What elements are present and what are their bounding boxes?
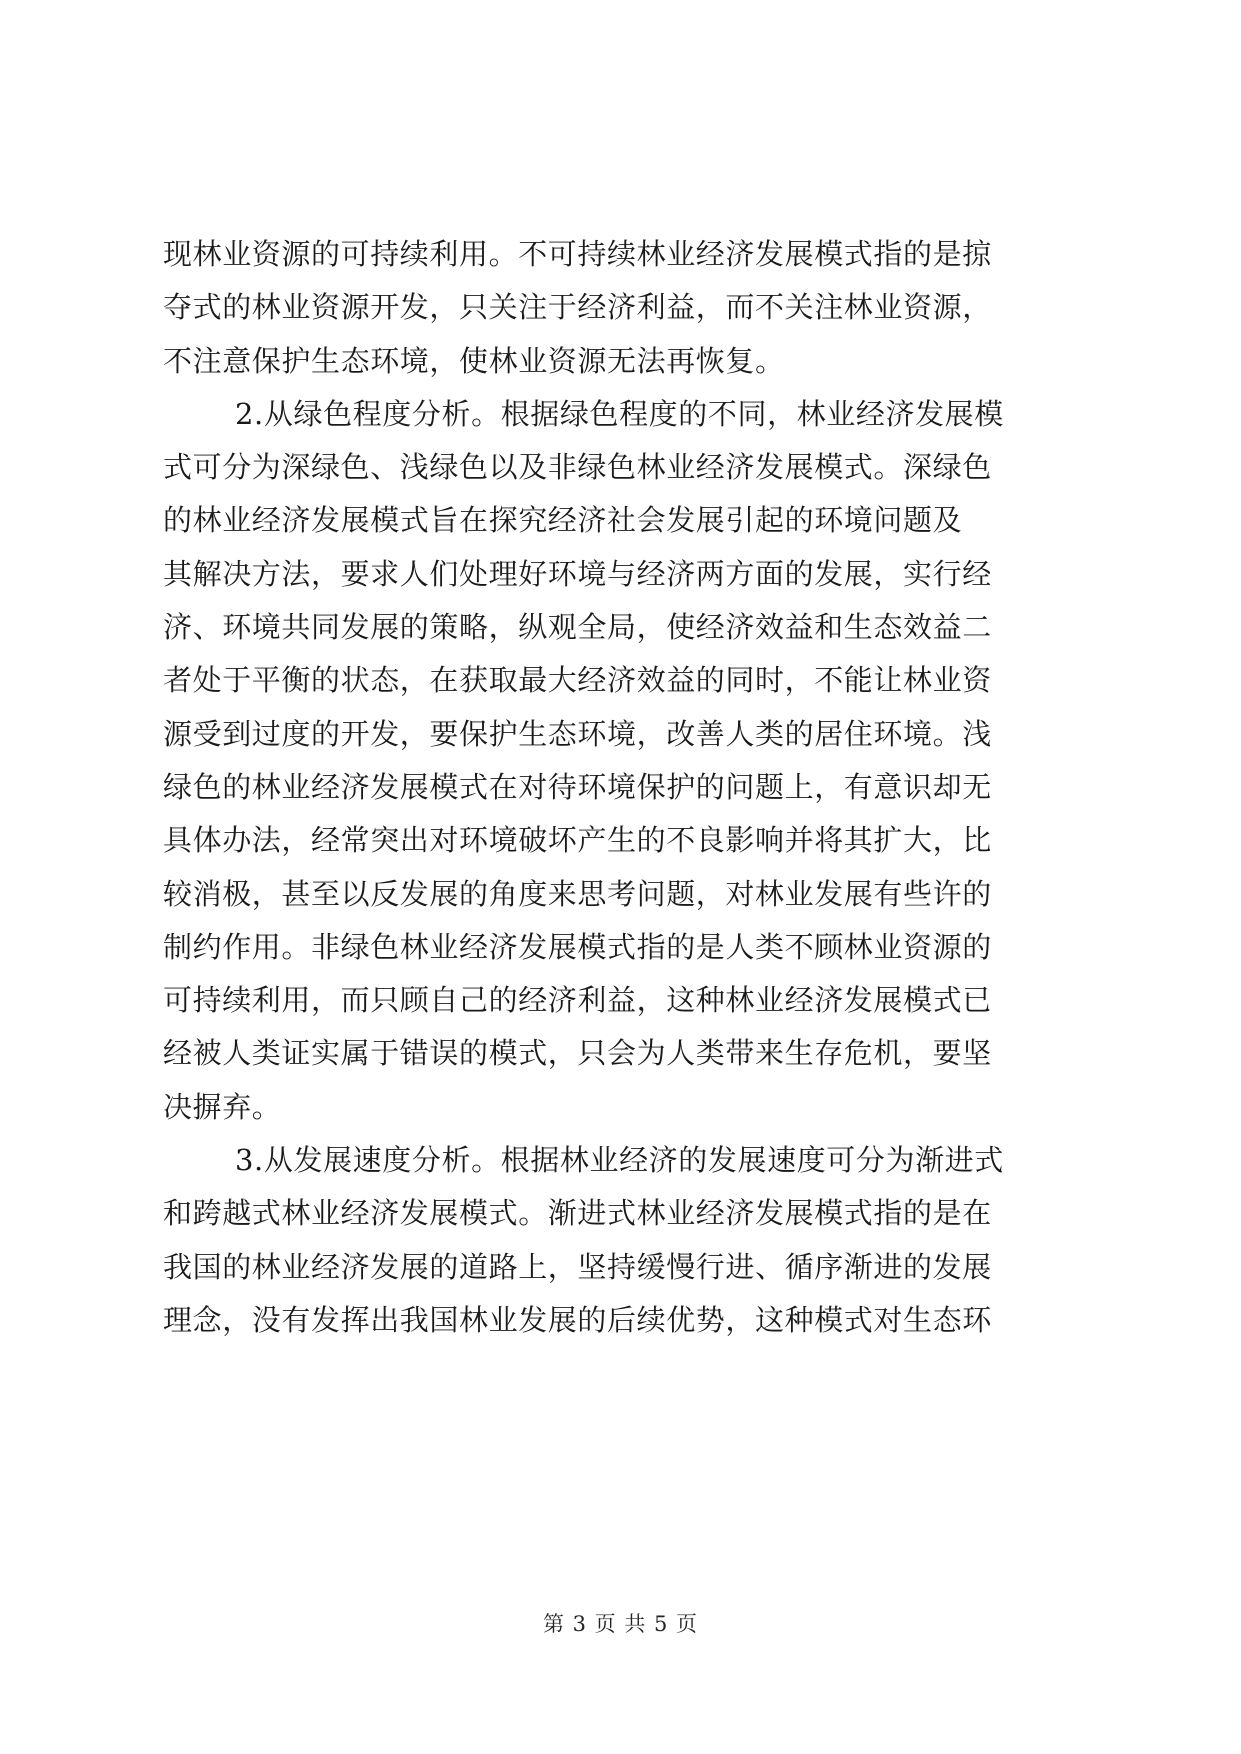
text-line: 现林业资源的可持续利用。不可持续林业经济发展模式指的是掠 [163, 237, 992, 271]
text-line: 较消极，甚至以反发展的角度来思考问题，对林业发展有些许的 [163, 876, 992, 911]
text-line: 理念，没有发挥出我国林业发展的后续优势，这种模式对生态环 [163, 1302, 992, 1337]
paragraph-start-line: 2.从绿色程度分析。根据绿色程度的不同，林业经济发展模 [235, 396, 1004, 431]
text-line: 者处于平衡的状态，在获取最大经济效益的同时，不能让林业资 [163, 663, 992, 698]
text-line: 可持续利用，而只顾自己的经济利益，这种林业经济发展模式已 [163, 983, 992, 1018]
text-line: 决摒弃。 [163, 1089, 282, 1124]
text-line: 源受到过度的开发，要保护生态环境，改善人类的居住环境。浅 [163, 716, 992, 751]
paragraph-start-line: 3.从发展速度分析。根据林业经济的发展速度可分为渐进式 [235, 1143, 1004, 1178]
text-line: 其解决方法，要求人们处理好环境与经济两方面的发展，实行经 [163, 556, 992, 591]
text-line: 的林业经济发展模式旨在探究经济社会发展引起的环境问题及 [163, 503, 963, 538]
text-line: 式可分为深绿色、浅绿色以及非绿色林业经济发展模式。深绿色 [163, 450, 992, 485]
text-line: 绿色的林业经济发展模式在对待环境保护的问题上，有意识却无 [163, 769, 992, 804]
text-line: 夺式的林业资源开发，只关注于经济利益，而不关注林业资源， [163, 290, 992, 325]
text-line: 不注意保护生态环境，使林业资源无法再恢复。 [163, 343, 785, 378]
page-number-footer: 第 3 页 共 5 页 [542, 1612, 699, 1636]
text-line: 经被人类证实属于错误的模式，只会为人类带来生存危机，要坚 [163, 1036, 992, 1071]
text-line: 和跨越式林业经济发展模式。渐进式林业经济发展模式指的是在 [163, 1196, 992, 1231]
document-body [163, 228, 1083, 1347]
text-line: 制约作用。非绿色林业经济发展模式指的是人类不顾林业资源的 [163, 929, 992, 964]
text-line: 具体办法，经常突出对环境破坏产生的不良影响并将其扩大，比 [163, 823, 992, 858]
text-line: 济、环境共同发展的策略，纵观全局，使经济效益和生态效益二 [163, 610, 992, 645]
text-line: 我国的林业经济发展的道路上，坚持缓慢行进、循序渐进的发展 [163, 1249, 992, 1284]
